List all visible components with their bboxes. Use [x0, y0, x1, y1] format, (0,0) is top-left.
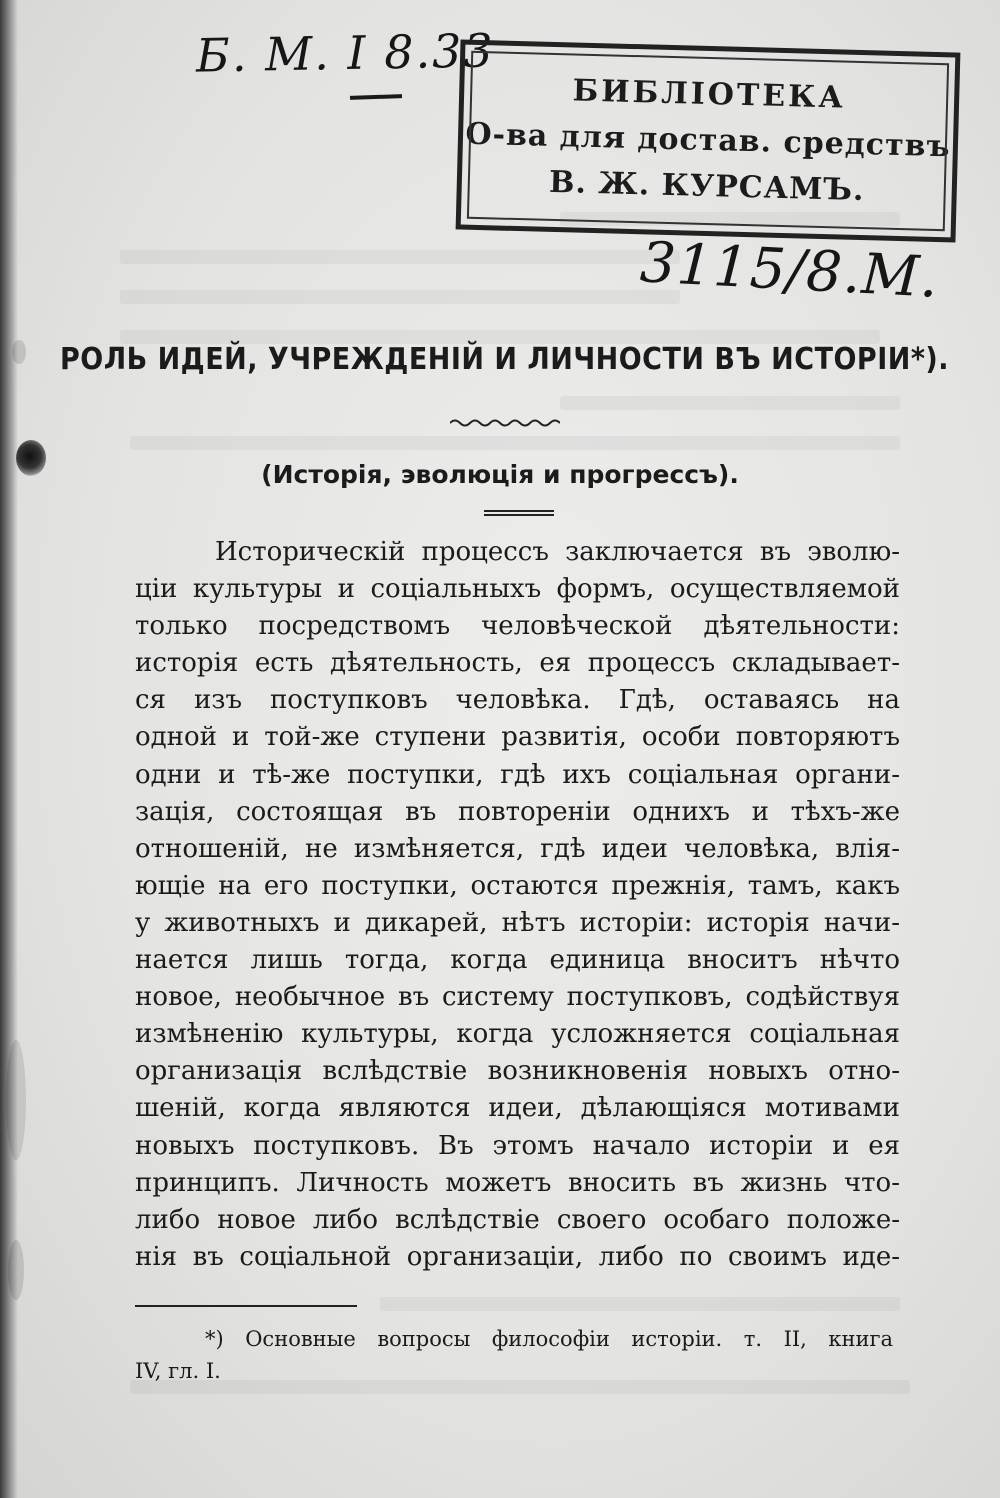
handwritten-shelfmark: Б. М. I 8.33 [195, 23, 496, 83]
stamp-courses-label: В. Ж. КУРСАМЪ. [548, 164, 865, 209]
library-stamp [456, 39, 961, 242]
footnote-line: *) Основные вопросы философіи исторіи. т. II, книга [205, 1327, 893, 1351]
footnote-separator [135, 1305, 357, 1307]
footnote [135, 1323, 893, 1387]
body-line: одни и тѣ-же поступки, гдѣ ихъ соціальная органи- [135, 759, 900, 790]
show-through-text [380, 1297, 900, 1311]
body-line: новое, необычное въ систему поступковъ, содѣйствуя [135, 982, 900, 1013]
body-line: ціи культуры и соціальныхъ формъ, осуществляемой [135, 574, 900, 605]
body-line: принципъ. Личность можетъ вносить въ жизнь что- [135, 1167, 900, 1198]
show-through-text [560, 396, 900, 410]
shelfmark-underline [350, 94, 402, 100]
body-line: нается лишь тогда, когда единица вноситъ нѣчто [135, 945, 900, 976]
body-line: новыхъ поступковъ. Въ этомъ начало исторіи и ея [135, 1130, 900, 1161]
stamp-inner-border [467, 51, 949, 231]
ink-stain [6, 1040, 26, 1160]
body-line: нія въ соціальной организаціи, либо по своимъ иде- [135, 1241, 900, 1272]
body-line: только посредствомъ человѣческой дѣятельности: [135, 611, 900, 642]
double-rule-divider [484, 510, 554, 516]
handwritten-inventory-number: 3115/8.М. [638, 230, 941, 311]
body-line: одной и той-же ступени развитія, особи повторяютъ [135, 722, 900, 753]
body-line: исторія есть дѣятельность, ея процессъ складывает- [135, 648, 900, 679]
show-through-text [120, 250, 680, 264]
body-line: ся изъ поступковъ человѣка. Гдѣ, оставаясь на [135, 685, 900, 716]
ink-stain [12, 340, 26, 364]
body-paragraph [135, 534, 900, 1276]
chapter-subtitle: (Исторія, эволюція и прогрессъ). [261, 460, 739, 489]
ink-stain [8, 1240, 24, 1300]
show-through-text [120, 290, 680, 304]
punch-hole [16, 440, 46, 476]
body-line: отношеній, не измѣняется, гдѣ идеи человѣка, влія- [135, 833, 900, 864]
stamp-library-label: БИБЛІОТЕКА [572, 73, 847, 116]
body-line: шеній, когда являются идеи, дѣлающіяся мотивами [135, 1093, 900, 1124]
body-line: зація, состоящая въ повтореніи однихъ и тѣхъ-же [135, 796, 900, 827]
body-line: ющіе на его поступки, остаются прежнія, тамъ, какъ [135, 870, 900, 901]
body-line: измѣненію культуры, когда усложняется соціальная [135, 1019, 900, 1050]
body-line: либо новое либо вслѣдствіе своего особаго положе- [135, 1204, 900, 1235]
body-line: у животныхъ и дикарей, нѣтъ исторіи: исторія начи- [135, 907, 900, 938]
wavy-divider [450, 418, 560, 428]
body-line: организація вслѣдствіе возникновенія новыхъ отно- [135, 1056, 900, 1087]
body-line: Историческій процессъ заключается въ эволю- [215, 537, 900, 567]
footnote-line: IV, гл. I. [135, 1359, 221, 1383]
chapter-title: РОЛЬ ИДЕЙ, УЧРЕЖДЕНІЙ И ЛИЧНОСТИ ВЪ ИСТОРІИ*). [60, 342, 950, 377]
stamp-society-label: О-ва для достав. средствъ [465, 116, 951, 165]
show-through-text [130, 436, 900, 450]
